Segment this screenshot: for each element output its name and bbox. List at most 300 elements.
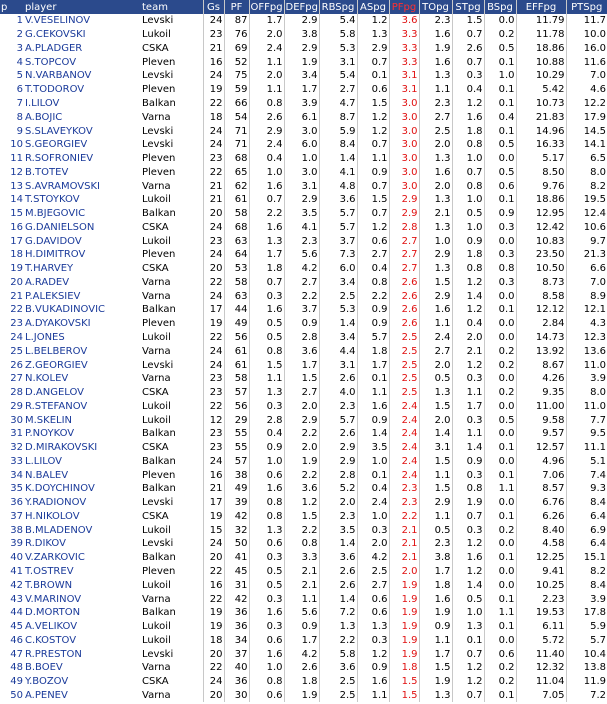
cell-blocks: 1.1	[484, 606, 516, 620]
cell-rank: 10	[10, 139, 23, 151]
cell-off: 0.5	[249, 331, 284, 345]
cell-assists: 0.7	[357, 179, 389, 193]
cell-player[interactable]: S.GEORGIEV	[25, 139, 88, 151]
cell-player[interactable]: R.PRESTON	[25, 648, 82, 660]
cell-blocks: 0.0	[484, 289, 516, 303]
table-row	[0, 289, 607, 303]
cell-player[interactable]: R.DIKOV	[25, 538, 66, 550]
cell-player[interactable]: K.DOYCHINOV	[25, 483, 95, 495]
column-header-rbspg[interactable]: RBSpg	[319, 0, 357, 14]
cell-efficiency: 7.05	[516, 689, 566, 703]
column-header-pf[interactable]: PF	[224, 0, 249, 14]
table-row	[0, 427, 607, 441]
cell-rank: 27	[10, 373, 23, 385]
cell-efficiency: 9.41	[516, 565, 566, 579]
cell-def: 2.6	[284, 661, 319, 675]
cell-blocks: 1.1	[484, 482, 516, 496]
cell-pf: 64	[224, 248, 249, 262]
cell-turnovers: 1.3	[419, 69, 452, 83]
cell-blocks: 0.5	[484, 42, 516, 56]
cell-points: 4.3	[566, 317, 607, 331]
cell-player[interactable]: G.CEKOVSKI	[25, 29, 86, 41]
table-row	[0, 152, 607, 166]
cell-team: Varna	[142, 689, 171, 701]
cell-blocks: 0.5	[484, 138, 516, 152]
cell-efficiency: 4.26	[516, 372, 566, 386]
cell-points: 8.0	[566, 386, 607, 400]
table-row	[0, 551, 607, 565]
cell-fouls: 2.7	[389, 234, 419, 248]
cell-efficiency: 12.42	[516, 220, 566, 234]
table-row	[0, 179, 607, 193]
cell-turnovers: 0.5	[419, 523, 452, 537]
cell-assists: 0.1	[357, 69, 389, 83]
cell-player[interactable]: L.LILOV	[25, 455, 63, 467]
cell-games: 21	[203, 42, 224, 56]
cell-rebounds: 2.5	[319, 675, 357, 689]
cell-def: 2.1	[284, 565, 319, 579]
cell-turnovers: 1.3	[419, 152, 452, 166]
cell-rank: 26	[10, 359, 23, 371]
table-row	[0, 138, 607, 152]
column-header-player[interactable]: player	[24, 0, 141, 14]
table-row	[0, 689, 607, 703]
cell-pf: 68	[224, 152, 249, 166]
cell-rank: 45	[10, 621, 23, 633]
cell-def: 3.8	[284, 28, 319, 42]
cell-player[interactable]: T.TODOROV	[25, 84, 85, 96]
cell-fouls: 1.9	[389, 606, 419, 620]
cell-efficiency: 9.57	[516, 427, 566, 441]
cell-pf: 42	[224, 510, 249, 524]
cell-player[interactable]: B.MLADENOV	[25, 524, 93, 536]
table-row	[0, 510, 607, 524]
cell-blocks: 0.5	[484, 413, 516, 427]
cell-turnovers: 2.4	[419, 331, 452, 345]
cell-rank: 39	[10, 538, 23, 550]
cell-player[interactable]: V.ZARKOVIC	[25, 552, 85, 564]
cell-efficiency: 5.42	[516, 83, 566, 97]
table-row	[0, 220, 607, 234]
column-header-gs[interactable]: Gs	[203, 0, 224, 14]
cell-player[interactable]: S.SLAVEYKOV	[25, 125, 93, 137]
cell-blocks: 0.2	[484, 28, 516, 42]
cell-player[interactable]: L.BELBEROV	[25, 345, 88, 357]
cell-turnovers: 2.3	[419, 537, 452, 551]
cell-efficiency: 2.84	[516, 317, 566, 331]
table-row	[0, 207, 607, 221]
cell-def: 2.9	[284, 413, 319, 427]
cell-rebounds: 1.4	[319, 537, 357, 551]
cell-off: 1.1	[249, 83, 284, 97]
cell-rank: 33	[10, 455, 23, 467]
cell-def: 1.7	[284, 83, 319, 97]
column-header-effpg[interactable]: EFFpg	[516, 0, 566, 14]
cell-efficiency: 9.35	[516, 386, 566, 400]
cell-team: Varna	[142, 180, 171, 192]
cell-pf: 32	[224, 523, 249, 537]
cell-steals: 1.2	[452, 276, 484, 290]
cell-pf: 38	[224, 468, 249, 482]
cell-player[interactable]: Y.BOZOV	[25, 676, 69, 688]
cell-steals: 1.1	[452, 427, 484, 441]
cell-team: Lukoil	[142, 235, 171, 247]
cell-turnovers: 0.9	[419, 620, 452, 634]
cell-efficiency: 11.00	[516, 399, 566, 413]
cell-blocks: 0.0	[484, 317, 516, 331]
cell-off: 1.0	[249, 165, 284, 179]
cell-steals: 1.4	[452, 578, 484, 592]
cell-team: CSKA	[142, 676, 169, 688]
cell-pf: 34	[224, 633, 249, 647]
column-header-bspg[interactable]: BSpg	[484, 0, 516, 14]
cell-rank: 38	[10, 524, 23, 536]
cell-player[interactable]: P.NOYKOV	[25, 428, 75, 440]
cell-steals: 1.0	[452, 220, 484, 234]
cell-efficiency: 21.83	[516, 110, 566, 124]
cell-blocks: 0.5	[484, 165, 516, 179]
cell-efficiency: 8.73	[516, 276, 566, 290]
cell-player[interactable]: T.HARVEY	[25, 263, 74, 275]
cell-player[interactable]: A.PLADGER	[25, 42, 83, 54]
cell-team: Pleven	[142, 249, 176, 261]
cell-rebounds: 4.1	[319, 165, 357, 179]
cell-turnovers: 2.9	[419, 289, 452, 303]
cell-pf: 55	[224, 427, 249, 441]
cell-player[interactable]: B.BOEV	[25, 662, 63, 674]
cell-assists: 0.1	[357, 372, 389, 386]
cell-player[interactable]: S.TOPCOV	[25, 56, 77, 68]
cell-assists: 1.1	[357, 689, 389, 703]
cell-steals: 1.6	[452, 551, 484, 565]
cell-blocks: 0.0	[484, 578, 516, 592]
cell-efficiency: 10.88	[516, 55, 566, 69]
cell-off: 0.6	[249, 689, 284, 703]
cell-pf: 45	[224, 565, 249, 579]
cell-player[interactable]: D.MORTON	[25, 607, 81, 619]
cell-player[interactable]: B.VUKADINOVIC	[25, 304, 106, 316]
cell-rebounds: 5.8	[319, 28, 357, 42]
cell-rank: 9	[16, 125, 23, 137]
cell-blocks: 0.0	[484, 152, 516, 166]
cell-off: 1.6	[249, 179, 284, 193]
cell-turnovers: 2.7	[419, 110, 452, 124]
cell-pf: 56	[224, 331, 249, 345]
cell-assists: 4.2	[357, 551, 389, 565]
cell-player[interactable]: T.STOYKOV	[25, 194, 80, 206]
cell-rebounds: 2.2	[319, 633, 357, 647]
cell-points: 11.0	[566, 399, 607, 413]
cell-def: 1.9	[284, 55, 319, 69]
column-header-defpg[interactable]: DEFpg	[285, 1, 318, 13]
cell-player[interactable]: V.MARINOV	[25, 593, 82, 605]
cell-rank: 1	[16, 15, 23, 27]
cell-turnovers: 2.0	[419, 358, 452, 372]
cell-efficiency: 4.96	[516, 455, 566, 469]
column-header-stpg[interactable]: STpg	[452, 0, 484, 14]
cell-rebounds: 2.6	[319, 565, 357, 579]
cell-games: 12	[203, 413, 224, 427]
cell-team: Lukoil	[142, 579, 171, 591]
cell-games: 24	[203, 358, 224, 372]
cell-player[interactable]: T.OSTREV	[25, 566, 74, 577]
cell-steals: 1.4	[452, 441, 484, 455]
table-row	[0, 28, 607, 42]
cell-pf: 54	[224, 110, 249, 124]
column-header-pfpg[interactable]: PFpg	[389, 0, 419, 14]
cell-rank: 31	[10, 428, 23, 440]
cell-pf: 87	[224, 14, 249, 28]
cell-turnovers: 2.9	[419, 496, 452, 510]
column-header-p[interactable]: p	[0, 0, 24, 14]
cell-def: 3.0	[284, 165, 319, 179]
cell-player[interactable]: D.ANGELOV	[25, 387, 85, 399]
cell-def: 3.6	[284, 344, 319, 358]
cell-pf: 30	[224, 689, 249, 703]
cell-games: 23	[203, 427, 224, 441]
cell-rank: 5	[16, 70, 23, 82]
cell-off: 1.6	[249, 647, 284, 661]
cell-efficiency: 10.83	[516, 234, 566, 248]
cell-def: 2.2	[284, 289, 319, 303]
cell-games: 18	[203, 110, 224, 124]
cell-def: 3.7	[284, 303, 319, 317]
table-row	[0, 620, 607, 634]
cell-blocks: 0.0	[484, 565, 516, 579]
cell-assists: 2.7	[357, 578, 389, 592]
cell-assists: 1.2	[357, 124, 389, 138]
cell-def: 2.2	[284, 468, 319, 482]
cell-fouls: 2.4	[389, 399, 419, 413]
cell-pf: 75	[224, 69, 249, 83]
cell-player[interactable]: P.ALEKSIEV	[25, 290, 81, 302]
cell-steals: 0.5	[452, 592, 484, 606]
cell-rank: 18	[10, 249, 23, 261]
cell-off: 2.2	[249, 207, 284, 221]
cell-player[interactable]: C.KOSTOV	[25, 634, 77, 646]
cell-def: 3.9	[284, 97, 319, 111]
cell-player[interactable]: A.VELIKOV	[25, 621, 78, 633]
cell-points: 8.0	[566, 165, 607, 179]
table-header	[0, 0, 607, 14]
cell-off: 0.6	[249, 633, 284, 647]
cell-off: 1.5	[249, 358, 284, 372]
cell-team: Balkan	[142, 483, 176, 495]
cell-def: 6.1	[284, 110, 319, 124]
cell-player[interactable]: R.SOFRONIEV	[25, 153, 94, 165]
cell-turnovers: 2.0	[419, 179, 452, 193]
column-header-aspg[interactable]: ASpg	[357, 0, 389, 14]
cell-points: 8.2	[566, 565, 607, 579]
cell-pf: 57	[224, 455, 249, 469]
cell-turnovers: 1.4	[419, 427, 452, 441]
cell-def: 3.3	[284, 551, 319, 565]
cell-rebounds: 4.8	[319, 179, 357, 193]
cell-points: 7.0	[566, 69, 607, 83]
table-row	[0, 331, 607, 345]
cell-player[interactable]: D.MIRAKOVSKI	[25, 442, 98, 454]
cell-fouls: 3.0	[389, 97, 419, 111]
cell-rank: 48	[10, 662, 23, 674]
cell-off: 0.7	[249, 193, 284, 207]
cell-player[interactable]: A.BOJIC	[25, 111, 63, 123]
cell-blocks: 0.1	[484, 592, 516, 606]
cell-player[interactable]: N.KOLEV	[25, 373, 69, 385]
table-row	[0, 344, 607, 358]
cell-assists: 0.9	[357, 303, 389, 317]
cell-fouls: 2.1	[389, 551, 419, 565]
cell-points: 7.0	[566, 276, 607, 290]
cell-games: 23	[203, 386, 224, 400]
cell-player[interactable]: A.PENEV	[25, 689, 68, 701]
cell-player[interactable]: A.DYAKOVSKI	[25, 318, 91, 330]
cell-team: CSKA	[142, 387, 169, 399]
table-row	[0, 633, 607, 647]
cell-points: 9.5	[566, 427, 607, 441]
cell-pf: 52	[224, 55, 249, 69]
cell-blocks: 0.1	[484, 124, 516, 138]
cell-player[interactable]: H.NIKOLOV	[25, 510, 80, 522]
cell-turnovers: 1.0	[419, 234, 452, 248]
cell-games: 24	[203, 675, 224, 689]
cell-def: 2.8	[284, 331, 319, 345]
cell-player[interactable]: S.AVRAMOVSKI	[25, 180, 100, 192]
cell-steals: 1.3	[452, 620, 484, 634]
cell-rebounds: 3.7	[319, 234, 357, 248]
cell-fouls: 2.3	[389, 496, 419, 510]
cell-def: 1.1	[284, 592, 319, 606]
cell-pf: 69	[224, 42, 249, 56]
table-row	[0, 675, 607, 689]
cell-player[interactable]: H.DIMITROV	[25, 249, 86, 261]
cell-efficiency: 12.12	[516, 303, 566, 317]
cell-off: 1.3	[249, 234, 284, 248]
cell-player[interactable]: V.VESELINOV	[25, 15, 91, 27]
cell-games: 19	[203, 620, 224, 634]
cell-rank: 43	[10, 593, 23, 605]
cell-efficiency: 8.57	[516, 482, 566, 496]
table-row	[0, 468, 607, 482]
cell-efficiency: 19.53	[516, 606, 566, 620]
column-header-ptspg[interactable]: PTSpg	[566, 0, 607, 14]
cell-rebounds: 2.5	[319, 689, 357, 703]
cell-player[interactable]: I.LILOV	[25, 97, 60, 109]
cell-rebounds: 5.4	[319, 69, 357, 83]
cell-efficiency: 12.95	[516, 207, 566, 221]
cell-blocks: 0.0	[484, 14, 516, 28]
cell-pf: 29	[224, 413, 249, 427]
cell-steals: 0.7	[452, 165, 484, 179]
cell-rebounds: 3.6	[319, 193, 357, 207]
cell-player[interactable]: N.VARBANOV	[25, 70, 92, 82]
cell-player[interactable]: B.TOTEV	[25, 166, 69, 178]
column-header-team[interactable]: team	[141, 0, 203, 14]
cell-games: 20	[203, 689, 224, 703]
cell-rank: 40	[10, 552, 23, 564]
cell-turnovers: 1.1	[419, 468, 452, 482]
cell-efficiency: 6.76	[516, 496, 566, 510]
cell-team: Balkan	[142, 208, 176, 220]
cell-blocks: 0.0	[484, 331, 516, 345]
cell-player[interactable]: M.BJEGOVIC	[25, 208, 86, 220]
cell-fouls: 2.3	[389, 482, 419, 496]
cell-team: Lukoil	[142, 400, 171, 412]
cell-assists: 1.1	[357, 386, 389, 400]
cell-player[interactable]: Z.GEORGIEV	[25, 359, 88, 371]
cell-points: 7.2	[566, 689, 607, 703]
cell-player[interactable]: Y.RADIONOV	[25, 497, 87, 509]
cell-pf: 58	[224, 207, 249, 221]
cell-player[interactable]: G.DAVIDOV	[25, 235, 82, 247]
cell-pf: 49	[224, 317, 249, 331]
cell-rank: 7	[16, 97, 23, 109]
cell-team: Pleven	[142, 166, 176, 178]
cell-off: 1.0	[249, 661, 284, 675]
cell-team: Levski	[142, 648, 174, 660]
cell-fouls: 2.0	[389, 565, 419, 579]
cell-blocks: 0.0	[484, 455, 516, 469]
column-header-topg[interactable]: TOpg	[419, 0, 452, 14]
cell-assists: 0.1	[357, 468, 389, 482]
cell-games: 22	[203, 165, 224, 179]
cell-efficiency: 10.73	[516, 97, 566, 111]
cell-rank: 4	[16, 56, 23, 68]
cell-turnovers: 1.5	[419, 399, 452, 413]
cell-def: 3.0	[284, 124, 319, 138]
cell-off: 0.8	[249, 510, 284, 524]
column-header-offpg[interactable]: OFFpg	[250, 1, 283, 13]
cell-pf: 36	[224, 620, 249, 634]
cell-def: 1.2	[284, 496, 319, 510]
cell-player[interactable]: N.BALEV	[25, 469, 69, 481]
cell-player[interactable]: L.JONES	[25, 331, 65, 343]
cell-efficiency: 2.23	[516, 592, 566, 606]
cell-off: 1.3	[249, 523, 284, 537]
cell-steals: 1.2	[452, 303, 484, 317]
cell-player[interactable]: R.STEFANOV	[25, 400, 88, 412]
cell-fouls: 1.9	[389, 578, 419, 592]
cell-team: Pleven	[142, 318, 176, 330]
cell-off: 1.6	[249, 220, 284, 234]
cell-def: 3.6	[284, 482, 319, 496]
cell-steals: 0.3	[452, 69, 484, 83]
cell-player[interactable]: T.BROWN	[25, 579, 73, 591]
cell-player[interactable]: M.SKELIN	[25, 414, 73, 426]
cell-points: 10.6	[566, 220, 607, 234]
cell-rank: 16	[10, 221, 23, 233]
table-row	[0, 14, 607, 28]
cell-turnovers: 1.6	[419, 303, 452, 317]
cell-points: 3.9	[566, 372, 607, 386]
cell-blocks: 0.1	[484, 55, 516, 69]
cell-player[interactable]: A.RADEV	[25, 276, 70, 288]
cell-efficiency: 12.32	[516, 661, 566, 675]
cell-points: 13.8	[566, 661, 607, 675]
table-row	[0, 276, 607, 290]
cell-pf: 37	[224, 647, 249, 661]
table-row	[0, 565, 607, 579]
cell-assists: 0.3	[357, 633, 389, 647]
cell-rank: 24	[10, 331, 23, 343]
cell-rank: 6	[16, 84, 23, 96]
cell-fouls: 2.7	[389, 248, 419, 262]
cell-team: Varna	[142, 276, 171, 288]
cell-steals: 1.7	[452, 399, 484, 413]
cell-efficiency: 13.92	[516, 344, 566, 358]
cell-games: 24	[203, 344, 224, 358]
cell-player[interactable]: G.DANIELSON	[25, 221, 95, 233]
cell-fouls: 2.4	[389, 427, 419, 441]
